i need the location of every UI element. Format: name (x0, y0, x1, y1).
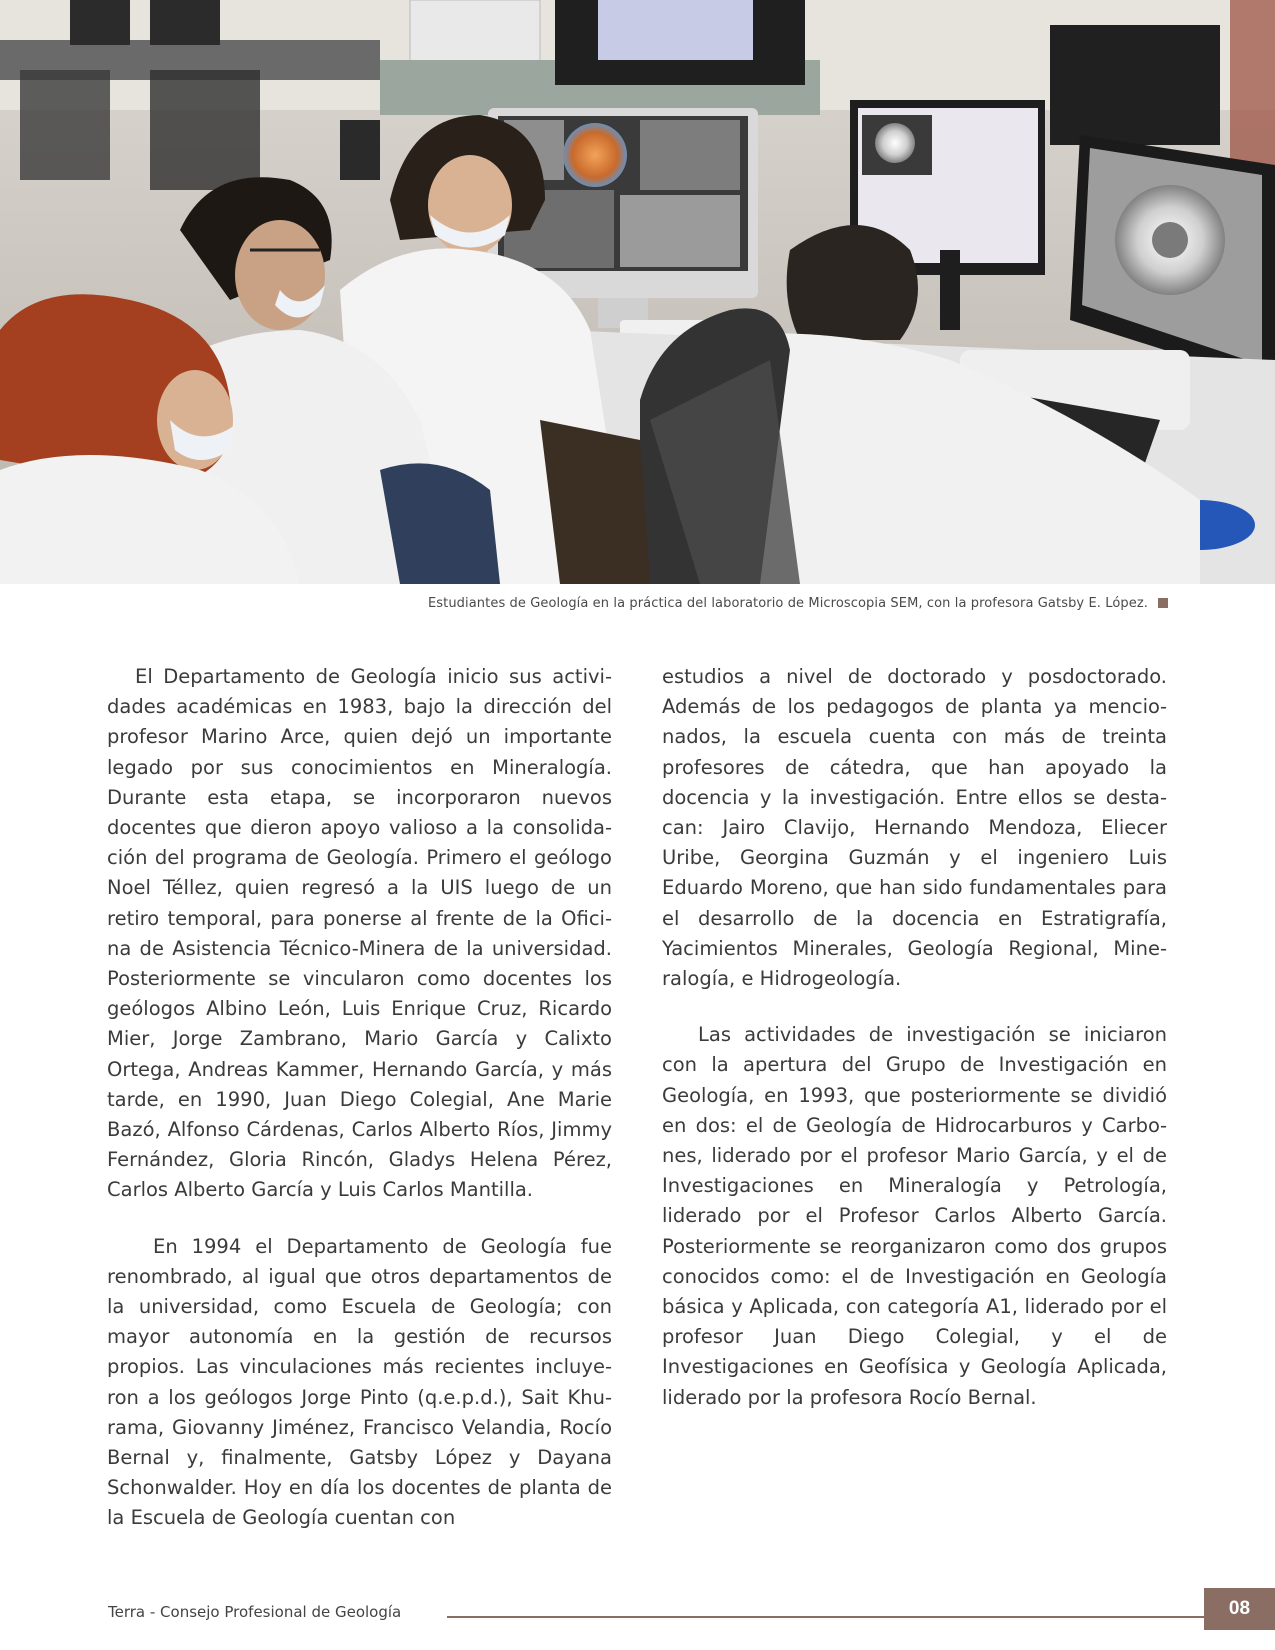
right-column (662, 662, 1167, 1439)
paragraph-faculty: estudios a nivel de doctorado y posdoctorado. Además de los pedagogos de planta ya mencionados, la escuela cuenta con más de treinta profesores de cátedra, que han apoyado la docencia y la investigación. Entre ellos se destacan: Jairo Clavijo, Hernando Mendoza, Eliecer Uribe, Georgina Guzmán y el ingeniero Luis Eduardo Moreno, que han sido fundamentales para el desarrollo de la docencia en Estratigrafía, Yacimientos Minerales, Geología Regional, Mineralogía, e Hidrogeología. (662, 665, 1167, 991)
paragraph-research: Las actividades de investigación se iniciaron con la apertura del Grupo de Investigación en Geología, en 1993, que posteriormente se dividió en dos: el de Geología de Hidrocarburos y Carbones, liderado por el profesor Mario García, y el de Investigaciones en Mineralogía y Petrología, liderado por el Profesor Carlos Alberto García. Posteriormente se reorganizaron como dos grupos conocidos como: el de Investigación en Geología básica y Aplicada, con categoría A1, liderado por el profesor Juan Diego Colegial, y el de Investigaciones en Geofísica y Geología Aplicada, liderado por la profesora Rocío Bernal. (662, 1023, 1167, 1409)
left-column (107, 662, 612, 1560)
footer-rule (447, 1616, 1205, 1618)
caption-square-icon (1158, 598, 1168, 608)
paragraph-history: El Departamento de Geología inicio sus actividades académicas en 1983, bajo la dirección del profesor Marino Arce, quien dejó un importante legado por sus conocimientos en Mineralogía. Durante esta etapa, se incorporaron nuevos docentes que dieron apoyo valioso a la consolidación del programa de Geología. Primero el geólogo Noel Téllez, quien regresó a la UIS luego de un retiro temporal, para ponerse al frente de la Oficina de Asistencia Técnico-Minera de la universidad. Posteriormente se vincularon como docentes los geólogos Albino León, Luis Enrique Cruz, Ricardo Mier, Jorge Zambrano, Mario García y Calixto Ortega, Andreas Kammer, Hernando García, y más tarde, en 1990, Juan Diego Colegial, Ane Marie Bazó, Alfonso Cárdenas, Carlos Alberto Ríos, Jimmy Fernández, Gloria Rincón, Gladys Helena Pérez, Carlos Alberto García y Luis Carlos Mantilla. (107, 665, 612, 1202)
footer-publication: Terra - Consejo Profesional de Geología (108, 1603, 402, 1621)
caption-text: Estudiantes de Geología en la práctica del laboratorio de Microscopia SEM, con la profesora Gatsby E. López. (427, 596, 1148, 611)
page-number: 08 (1204, 1588, 1275, 1630)
photo-caption (0, 596, 1168, 611)
paragraph-renaming: En 1994 el Departamento de Geología fue renombrado, al igual que otros departamentos de la universidad, como Escuela de Geología; con mayor autonomía en la gestión de recursos propios. Las vinculaciones más recientes incluyeron a los geólogos Jorge Pinto (q.e.p.d.), Sait Khurama, Giovanny Jiménez, Francisco Velandia, Rocío Bernal y, finalmente, Gatsby López y Dayana Schonwalder. Hoy en día los docentes de planta de la Escuela de Geología cuentan con (107, 1234, 612, 1530)
lab-photo (0, 0, 1275, 584)
